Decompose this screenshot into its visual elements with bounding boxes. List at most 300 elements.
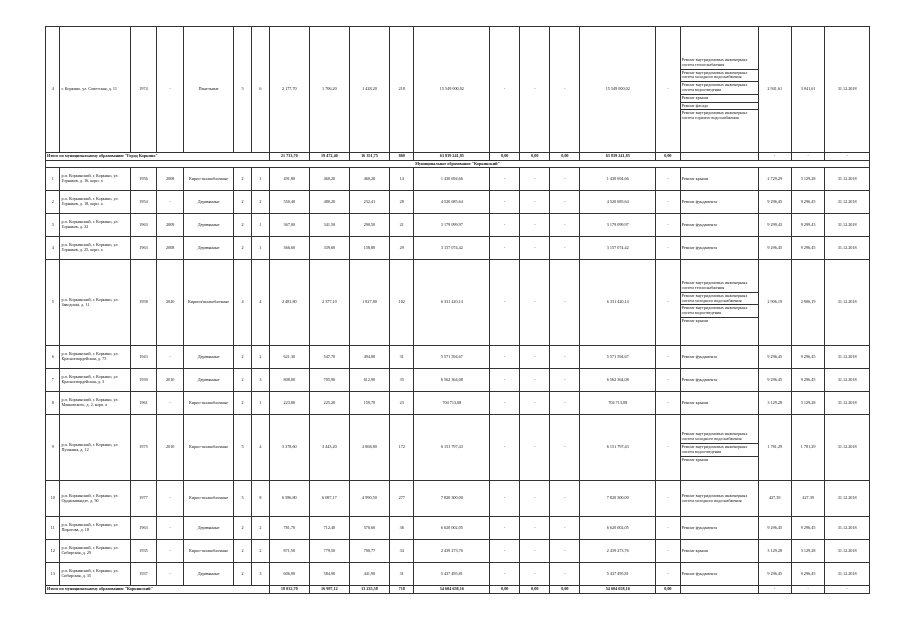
cell-rec: -	[157, 563, 184, 586]
cell-u1: 2 729,29	[758, 168, 791, 191]
cell-res: 35	[390, 369, 414, 392]
cell-f2: -	[520, 27, 550, 153]
table-row	[46, 27, 870, 153]
cell-date: 31.12.2018	[825, 540, 870, 563]
subtotal-f1: 0,00	[490, 586, 520, 594]
cell-mat: Панельные	[184, 27, 234, 153]
cell-cost: 6 151 797,43	[414, 415, 490, 481]
subtotal-row	[46, 586, 870, 594]
cell-mat: Деревянные	[184, 369, 234, 392]
cell-f3: -	[550, 540, 580, 563]
cell-oth: -	[656, 369, 680, 392]
cell-f1: -	[490, 191, 520, 214]
cell-rec: -	[157, 27, 184, 153]
cell-f3: -	[550, 214, 580, 237]
cell-fl: 2	[234, 214, 252, 237]
cell-u2: 2 906,19	[791, 260, 824, 346]
work-type-item: Ремонт фундамента	[681, 221, 718, 227]
cell-fl: 5	[234, 481, 252, 517]
work-type-item: Ремонт внутридомовых инженерных систем водоотведения	[681, 305, 758, 318]
work-type-item: Ремонт крыши	[681, 399, 708, 405]
work-type-item: Ремонт фундамента	[681, 376, 718, 382]
cell-f3: -	[550, 27, 580, 153]
cell-res: 31	[390, 346, 414, 369]
cell-addr: р.п. Коркинский, г. Коркино, ул. Сибирская, д. 29	[60, 540, 130, 563]
cell-n: 4	[46, 237, 60, 260]
work-type-item: Ремонт фундамента	[681, 198, 718, 204]
subtotal-a2: 16 987,12	[309, 586, 349, 594]
cell-n: 2	[46, 191, 60, 214]
cell-year: 1937	[130, 563, 157, 586]
work-types-cell	[680, 214, 758, 237]
cell-u2: 427,39	[791, 481, 824, 517]
work-type-item: Ремонт внутридомовых инженерных систем теплоснабжения	[681, 280, 758, 293]
work-types-cell	[680, 191, 758, 214]
cell-year: 1943	[130, 346, 157, 369]
work-type-item: Ремонт крыши	[681, 318, 708, 324]
cell-en: 1	[251, 237, 269, 260]
cell-cost: 7 820 300,00	[414, 481, 490, 517]
subtotal-u1: -	[758, 586, 791, 594]
subtotal-row	[46, 153, 870, 161]
cell-f1: -	[490, 237, 520, 260]
work-type-item: Ремонт внутридомовых инженерных систем холодного водоснабжения	[681, 492, 748, 503]
subtotal-cost: 63 839 241,85	[414, 153, 490, 161]
cell-fl: 2	[234, 517, 252, 540]
cell-a3: 494,80	[349, 346, 389, 369]
cell-rec: -	[157, 481, 184, 517]
cell-n: 5	[46, 260, 60, 346]
cell-oth: -	[656, 415, 680, 481]
cell-f1: -	[490, 346, 520, 369]
cell-f2: -	[520, 369, 550, 392]
subtotal-res: 718	[390, 586, 414, 594]
cell-f3: -	[550, 260, 580, 346]
cell-u2: 1 781,29	[791, 415, 824, 481]
cell-en: 6	[251, 27, 269, 153]
cell-oth: -	[656, 540, 680, 563]
cell-en: 3	[251, 369, 269, 392]
cell-u2: 9 296,45	[791, 517, 824, 540]
cell-fl: 2	[234, 392, 252, 415]
subtotal-a2: 19 472,40	[309, 153, 349, 161]
cell-u1: 9 296,45	[758, 563, 791, 586]
cell-en: 3	[251, 563, 269, 586]
cell-mat: Кирпич/шлакоблочные	[184, 260, 234, 346]
cell-mat: Деревянные	[184, 214, 234, 237]
cell-date: 31.12.2018	[825, 168, 870, 191]
subtotal-f1: 0,00	[490, 153, 520, 161]
subtotal-a3: 13 235,58	[349, 586, 389, 594]
cell-a3: 460,20	[349, 168, 389, 191]
cell-mat: Деревянные	[184, 191, 234, 214]
cell-rec: 2008	[157, 237, 184, 260]
cell-f2: -	[520, 517, 550, 540]
work-type-item: Ремонт фундамента	[681, 524, 718, 530]
cell-u1: 3 129,28	[758, 540, 791, 563]
cell-a1: 2 481,80	[269, 260, 309, 346]
cell-mat: Кирпо-шлакоблочные	[184, 481, 234, 517]
table-row	[46, 369, 870, 392]
subtotal-a1: 18 032,70	[269, 586, 309, 594]
cell-addr: г. Коркино, ул. Советская, д. 11	[60, 27, 130, 153]
cell-cost: 5 571 594,67	[414, 346, 490, 369]
work-type-item: Ремонт внутридомовых инженерных систем теплоснабжения	[681, 57, 758, 70]
cell-f3: -	[550, 517, 580, 540]
cell-a1: 6 586,80	[269, 481, 309, 517]
cell-u2: 9 299,43	[791, 214, 824, 237]
cell-a1: 871,50	[269, 540, 309, 563]
cell-addr: р.п. Коркинский, г. Коркино, ул. Красногвардейская, д. 3	[60, 369, 130, 392]
cell-year: 1963	[130, 214, 157, 237]
subtotal-date: -	[825, 586, 870, 594]
cell-a2: 712,40	[309, 517, 349, 540]
cell-fl: 2	[234, 563, 252, 586]
cell-f1: -	[490, 563, 520, 586]
cell-addr: р.п. Коркинский, г. Коркино, ул. Орджоникидзе, д. 50	[60, 481, 130, 517]
cell-f1: -	[490, 27, 520, 153]
work-type-item: Ремонт крыши	[681, 547, 708, 553]
cell-f1: -	[490, 517, 520, 540]
work-type-item: Ремонт крыши	[681, 456, 708, 462]
cell-a3: 2 868,80	[349, 415, 389, 481]
work-types-cell	[680, 540, 758, 563]
cell-fl: 4	[234, 260, 252, 346]
work-type-item: Ремонт внутридомовых инженерных систем водоотведения	[681, 82, 758, 95]
cell-cost: 704 713,08	[414, 392, 490, 415]
cell-a1: 2 177,70	[269, 27, 309, 153]
cell-a2: 584,90	[309, 563, 349, 586]
cell-n: 8	[46, 392, 60, 415]
cell-res: 23	[390, 392, 414, 415]
cell-a1: 606,90	[269, 563, 309, 586]
cell-oth: -	[656, 260, 680, 346]
table-row	[46, 481, 870, 517]
cell-date: 31.12.2018	[825, 237, 870, 260]
cell-a1: 808,00	[269, 369, 309, 392]
subtotal-label: Итого по муниципальному образованию "Город Коркино"	[46, 153, 270, 161]
cell-rec: 2008	[157, 168, 184, 191]
cell-fl: 2	[234, 168, 252, 191]
cell-fl: 2	[234, 369, 252, 392]
cell-cost: 6 562 364,08	[414, 369, 490, 392]
cell-rec: 2010	[157, 415, 184, 481]
cell-addr: р.п. Коркинский, г. Коркино, ул. Сибирская, д. 35	[60, 563, 130, 586]
cell-mat: Кирпо-шлакоблочные	[184, 415, 234, 481]
cell-f1: -	[490, 168, 520, 191]
cell-oth: -	[656, 27, 680, 153]
cell-own: 6 331 420,14	[580, 260, 656, 346]
cell-u1: 427,39	[758, 481, 791, 517]
table-row	[46, 415, 870, 481]
cell-f1: -	[490, 392, 520, 415]
cell-oth: -	[656, 168, 680, 191]
cell-rec: 2020	[157, 260, 184, 346]
cell-mat: Деревянные	[184, 346, 234, 369]
cell-f3: -	[550, 191, 580, 214]
cell-res: 29	[390, 237, 414, 260]
cell-f3: -	[550, 237, 580, 260]
table-row	[46, 346, 870, 369]
cell-a1: 3 378,60	[269, 415, 309, 481]
cell-en: 1	[251, 214, 269, 237]
cell-u2: 9 296,45	[791, 346, 824, 369]
work-types-cell	[680, 415, 758, 481]
cell-en: 2	[251, 540, 269, 563]
cell-a3: 1 827,80	[349, 260, 389, 346]
work-types-cell	[680, 237, 758, 260]
subtotal-work-empty	[680, 153, 758, 161]
cell-res: 28	[390, 191, 414, 214]
cell-en: 2	[251, 517, 269, 540]
cell-f2: -	[520, 481, 550, 517]
cell-n: 12	[46, 540, 60, 563]
work-type-item: Ремонт крыши	[681, 95, 758, 103]
subtotal-date: -	[825, 153, 870, 161]
cell-en: 1	[251, 392, 269, 415]
cell-year: 1977	[130, 481, 157, 517]
cell-a2: 705,90	[309, 369, 349, 392]
cell-f3: -	[550, 563, 580, 586]
cell-u1: 9 296,45	[758, 237, 791, 260]
cell-date: 31.12.2018	[825, 563, 870, 586]
cell-a3: 570,60	[349, 517, 389, 540]
cell-en: 2	[251, 191, 269, 214]
cell-en: 4	[251, 260, 269, 346]
cell-a2: 460,20	[309, 168, 349, 191]
table-row	[46, 563, 870, 586]
subtotal-u2: -	[791, 153, 824, 161]
cell-f3: -	[550, 481, 580, 517]
cell-f2: -	[520, 191, 550, 214]
cell-rec: -	[157, 191, 184, 214]
cell-fl: 5	[234, 415, 252, 481]
cell-cost: 5 437 495,81	[414, 563, 490, 586]
subtotal-label: Итого по муниципальному образованию "Коркинский"	[46, 586, 270, 594]
cell-f3: -	[550, 392, 580, 415]
cell-a3: 441,90	[349, 563, 389, 586]
cell-a1: 781,70	[269, 517, 309, 540]
cell-own: 6 620 002,05	[580, 517, 656, 540]
cell-u1: 9 299,43	[758, 214, 791, 237]
cell-rec: 2010	[157, 369, 184, 392]
work-types-cell	[680, 563, 758, 586]
cell-u1: 2 906,19	[758, 260, 791, 346]
section-title: Муниципальное образование "Коркинский"	[46, 161, 870, 168]
work-type-item: Ремонт фундамента	[681, 570, 718, 576]
cell-a3: 1 428,20	[349, 27, 389, 153]
cell-u2: 3 129,28	[791, 392, 824, 415]
cell-res: 14	[390, 168, 414, 191]
work-type-item: Ремонт внутридомовых инженерных систем холодного водоснабжения	[681, 293, 758, 306]
cell-cost: 3 179 099,97	[414, 214, 490, 237]
cell-u2: 9 296,45	[791, 191, 824, 214]
work-type-item: Ремонт внутридомовых инженерных систем водоотведения	[681, 444, 758, 457]
cell-f2: -	[520, 563, 550, 586]
cell-year: 1975	[130, 415, 157, 481]
cell-f1: -	[490, 481, 520, 517]
table-row	[46, 392, 870, 415]
subtotal-res: 860	[390, 153, 414, 161]
cell-cost: 6 331 420,14	[414, 260, 490, 346]
cell-a3: 159,70	[349, 392, 389, 415]
cell-rec: 2009	[157, 214, 184, 237]
cell-u2: 9 296,45	[791, 369, 824, 392]
subtotal-u2: -	[791, 586, 824, 594]
cell-u1: 2 941,61	[758, 27, 791, 153]
table-row	[46, 168, 870, 191]
table-row	[46, 214, 870, 237]
table-row	[46, 540, 870, 563]
cell-date: 31.12.2018	[825, 346, 870, 369]
cell-n: 9	[46, 415, 60, 481]
cell-f2: -	[520, 168, 550, 191]
cell-date: 31.12.2018	[825, 481, 870, 517]
work-types-cell	[680, 260, 758, 346]
repair-program-table	[45, 26, 870, 594]
cell-f3: -	[550, 369, 580, 392]
cell-year: 1963	[130, 237, 157, 260]
cell-oth: -	[656, 392, 680, 415]
work-type-item: Ремонт крыши	[681, 175, 708, 181]
cell-rec: -	[157, 392, 184, 415]
cell-fl: 5	[234, 27, 252, 153]
cell-a2: 2 377,10	[309, 260, 349, 346]
subtotal-f3: 0,00	[550, 586, 580, 594]
cell-year: 1963	[130, 517, 157, 540]
cell-cost: 1 430 694,66	[414, 168, 490, 191]
cell-n: 13	[46, 563, 60, 586]
subtotal-own: 63 839 241,85	[580, 153, 656, 161]
cell-own: 704 713,08	[580, 392, 656, 415]
cell-f2: -	[520, 237, 550, 260]
cell-oth: -	[656, 563, 680, 586]
cell-f2: -	[520, 346, 550, 369]
cell-addr: р.п. Коркинский, г. Коркино, ул. Маяковского, д. 2, корп. а	[60, 392, 130, 415]
cell-year: 1958	[130, 260, 157, 346]
cell-rec: -	[157, 517, 184, 540]
cell-fl: 2	[234, 540, 252, 563]
work-types-cell	[680, 346, 758, 369]
cell-own: 5 437 495,81	[580, 563, 656, 586]
cell-u1: 9 296,45	[758, 191, 791, 214]
cell-res: 102	[390, 260, 414, 346]
cell-oth: -	[656, 237, 680, 260]
work-types-cell	[680, 27, 758, 153]
cell-mat: Кирпо-шлакоблочные	[184, 392, 234, 415]
cell-u2: 3 041,61	[791, 27, 824, 153]
cell-u2: 3 129,28	[791, 540, 824, 563]
cell-a2: 779,50	[309, 540, 349, 563]
cell-year: 1974	[130, 27, 157, 153]
cell-f1: -	[490, 260, 520, 346]
cell-u2: 9 296,45	[791, 563, 824, 586]
work-type-item: Ремонт фундамента	[681, 353, 718, 359]
work-types-cell	[680, 369, 758, 392]
cell-own: 1 430 694,66	[580, 168, 656, 191]
cell-a1: 367,00	[269, 214, 309, 237]
cell-res: 277	[390, 481, 414, 517]
cell-u1: 3 129,28	[758, 392, 791, 415]
cell-year: 1935	[130, 540, 157, 563]
subtotal-a1: 21 733,70	[269, 153, 309, 161]
section-header-row	[46, 161, 870, 168]
subtotal-oth: 0,00	[656, 586, 680, 594]
cell-u1: 9 296,45	[758, 346, 791, 369]
cell-a3: 612,90	[349, 369, 389, 392]
cell-f1: -	[490, 415, 520, 481]
subtotal-f2: 0,00	[520, 153, 550, 161]
work-types-cell	[680, 517, 758, 540]
cell-year: 1956	[130, 168, 157, 191]
cell-res: 21	[390, 214, 414, 237]
cell-n: 7	[46, 369, 60, 392]
cell-date: 31.12.2018	[825, 392, 870, 415]
cell-own: 7 820 300,00	[580, 481, 656, 517]
cell-date: 31.12.2018	[825, 369, 870, 392]
cell-oth: -	[656, 346, 680, 369]
cell-u1: 9 296,45	[758, 369, 791, 392]
cell-a3: 290,50	[349, 214, 389, 237]
cell-n: 1	[46, 168, 60, 191]
cell-a3: 4 990,50	[349, 481, 389, 517]
cell-mat: Кирпо-шлакоблочные	[184, 540, 234, 563]
cell-a2: 1 706,20	[309, 27, 349, 153]
cell-a2: 480,20	[309, 191, 349, 214]
cell-f3: -	[550, 168, 580, 191]
cell-f2: -	[520, 260, 550, 346]
cell-cost: 6 620 002,05	[414, 517, 490, 540]
cell-fl: 2	[234, 346, 252, 369]
cell-own: 6 151 797,43	[580, 415, 656, 481]
cell-en: 8	[251, 481, 269, 517]
cell-res: 172	[390, 415, 414, 481]
subtotal-f2: 0,00	[520, 586, 550, 594]
cell-addr: р.п. Коркинский, г. Коркино, ул. Горняков, д. 25, корп. а	[60, 237, 130, 260]
cell-f1: -	[490, 540, 520, 563]
cell-f1: -	[490, 369, 520, 392]
table-row	[46, 517, 870, 540]
cell-mat: Деревянные	[184, 237, 234, 260]
table-row	[46, 237, 870, 260]
cell-date: 31.12.2018	[825, 214, 870, 237]
work-type-item: Ремонт внутридомовых инженерных систем холодного водоснабжения	[681, 431, 758, 444]
cell-fl: 2	[234, 237, 252, 260]
cell-own: 3 157 074,42	[580, 237, 656, 260]
cell-oth: -	[656, 214, 680, 237]
table-row	[46, 191, 870, 214]
cell-own: 3 179 099,97	[580, 214, 656, 237]
cell-own: 15 549 000,02	[580, 27, 656, 153]
cell-u1: 9 296,45	[758, 517, 791, 540]
cell-a1: 621,30	[269, 346, 309, 369]
cell-date: 31.12.2018	[825, 415, 870, 481]
cell-year: 1954	[130, 191, 157, 214]
subtotal-work-empty	[680, 586, 758, 594]
cell-year: 1939	[130, 369, 157, 392]
cell-a3: 700,77	[349, 540, 389, 563]
cell-en: 2	[251, 346, 269, 369]
cell-n: 4	[46, 27, 60, 153]
cell-addr: р.п. Коркинский, г. Коркино, ул. Горняков, д. 18, корп. а	[60, 191, 130, 214]
cell-a2: 3 443,20	[309, 415, 349, 481]
cell-res: 31	[390, 563, 414, 586]
cell-fl: 2	[234, 191, 252, 214]
work-type-item: Ремонт фундамента	[681, 244, 718, 250]
table-row	[46, 260, 870, 346]
cell-addr: р.п. Коркинский, г. Коркино, ул. Заводская, д. 11	[60, 260, 130, 346]
cell-date: 31.12.2018	[825, 517, 870, 540]
